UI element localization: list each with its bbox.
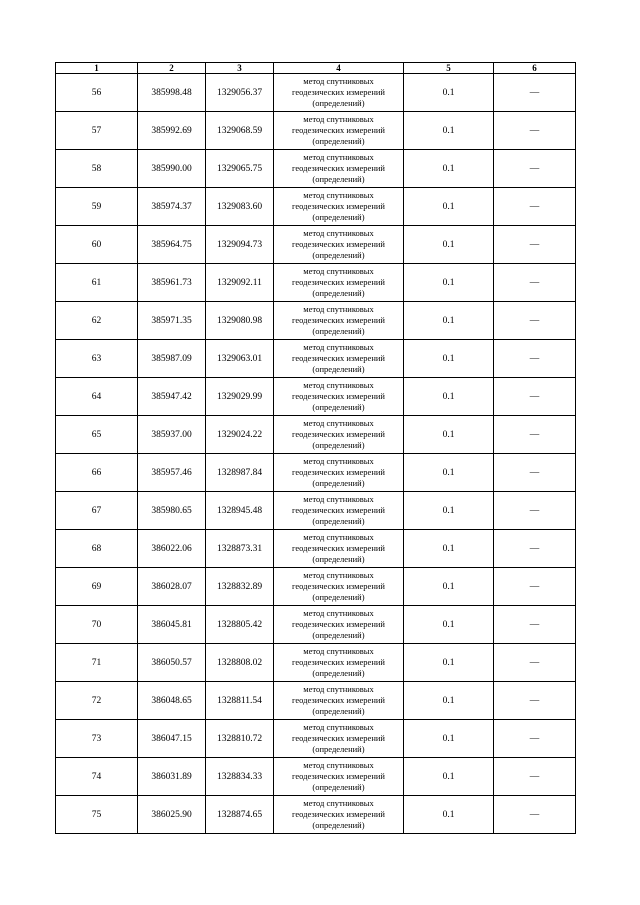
y-coordinate-cell: 1328874.65 (206, 796, 274, 834)
point-number-cell: 74 (56, 758, 138, 796)
dash-mark: — (529, 733, 540, 744)
method-line: метод спутниковых (303, 190, 374, 200)
method-line: (определений) (312, 364, 365, 374)
method-line: метод спутниковых (303, 152, 374, 162)
table-row (56, 492, 576, 530)
table-row (56, 606, 576, 644)
method-line: (определений) (312, 630, 365, 640)
y-coordinate-cell: 1328987.84 (206, 454, 274, 492)
method-line: метод спутниковых (303, 494, 374, 504)
method-line: метод спутниковых (303, 266, 374, 276)
y-coordinate-cell: 1329083.60 (206, 188, 274, 226)
method-line: метод спутниковых (303, 570, 374, 580)
coordinates-table (55, 62, 576, 834)
method-line: геодезических измерений (292, 733, 385, 743)
y-coordinate-cell: 1328873.31 (206, 530, 274, 568)
method-line: (определений) (312, 174, 365, 184)
method-line: геодезических измерений (292, 619, 385, 629)
x-coordinate-cell: 385961.73 (138, 264, 206, 302)
table-row (56, 416, 576, 454)
method-cell (274, 302, 404, 340)
x-coordinate-cell: 386050.57 (138, 644, 206, 682)
method-line: геодезических измерений (292, 201, 385, 211)
header-col-6: 6 (494, 63, 576, 74)
point-number-cell: 67 (56, 492, 138, 530)
note-cell (494, 302, 576, 340)
x-coordinate-cell: 386022.06 (138, 530, 206, 568)
method-line: (определений) (312, 516, 365, 526)
accuracy-cell: 0.1 (404, 530, 494, 568)
accuracy-cell: 0.1 (404, 758, 494, 796)
table-row (56, 188, 576, 226)
note-cell (494, 188, 576, 226)
method-line: геодезических измерений (292, 163, 385, 173)
point-number-cell: 64 (56, 378, 138, 416)
method-line: геодезических измерений (292, 771, 385, 781)
accuracy-cell: 0.1 (404, 74, 494, 112)
method-line: геодезических измерений (292, 657, 385, 667)
point-number-cell: 56 (56, 74, 138, 112)
accuracy-cell: 0.1 (404, 226, 494, 264)
method-line: метод спутниковых (303, 722, 374, 732)
accuracy-cell: 0.1 (404, 568, 494, 606)
accuracy-cell: 0.1 (404, 378, 494, 416)
table-row (56, 454, 576, 492)
y-coordinate-cell: 1329065.75 (206, 150, 274, 188)
method-cell (274, 226, 404, 264)
accuracy-cell: 0.1 (404, 112, 494, 150)
method-line: метод спутниковых (303, 114, 374, 124)
method-cell (274, 188, 404, 226)
dash-mark: — (529, 201, 540, 212)
dash-mark: — (529, 657, 540, 668)
method-line: геодезических измерений (292, 581, 385, 591)
method-line: геодезических измерений (292, 543, 385, 553)
note-cell (494, 264, 576, 302)
method-line: геодезических измерений (292, 695, 385, 705)
point-number-cell: 61 (56, 264, 138, 302)
note-cell (494, 74, 576, 112)
y-coordinate-cell: 1329029.99 (206, 378, 274, 416)
dash-mark: — (529, 505, 540, 516)
method-line: (определений) (312, 136, 365, 146)
point-number-cell: 65 (56, 416, 138, 454)
table-row (56, 682, 576, 720)
method-cell (274, 454, 404, 492)
method-line: геодезических измерений (292, 391, 385, 401)
method-cell (274, 74, 404, 112)
method-line: геодезических измерений (292, 505, 385, 515)
method-line: метод спутниковых (303, 684, 374, 694)
accuracy-cell: 0.1 (404, 682, 494, 720)
note-cell (494, 492, 576, 530)
method-cell (274, 492, 404, 530)
method-cell (274, 378, 404, 416)
table-body (56, 74, 576, 834)
method-cell (274, 644, 404, 682)
note-cell (494, 682, 576, 720)
x-coordinate-cell: 386028.07 (138, 568, 206, 606)
method-cell (274, 112, 404, 150)
x-coordinate-cell: 385957.46 (138, 454, 206, 492)
point-number-cell: 66 (56, 454, 138, 492)
method-line: геодезических измерений (292, 315, 385, 325)
accuracy-cell: 0.1 (404, 416, 494, 454)
note-cell (494, 112, 576, 150)
y-coordinate-cell: 1329092.11 (206, 264, 274, 302)
point-number-cell: 59 (56, 188, 138, 226)
method-line: (определений) (312, 478, 365, 488)
accuracy-cell: 0.1 (404, 340, 494, 378)
method-line: (определений) (312, 668, 365, 678)
x-coordinate-cell: 385998.48 (138, 74, 206, 112)
method-line: (определений) (312, 592, 365, 602)
x-coordinate-cell: 385992.69 (138, 112, 206, 150)
y-coordinate-cell: 1329080.98 (206, 302, 274, 340)
dash-mark: — (529, 239, 540, 250)
x-coordinate-cell: 385964.75 (138, 226, 206, 264)
method-line: метод спутниковых (303, 608, 374, 618)
note-cell (494, 568, 576, 606)
y-coordinate-cell: 1328832.89 (206, 568, 274, 606)
point-number-cell: 68 (56, 530, 138, 568)
point-number-cell: 62 (56, 302, 138, 340)
header-col-3: 3 (206, 63, 274, 74)
point-number-cell: 73 (56, 720, 138, 758)
y-coordinate-cell: 1328810.72 (206, 720, 274, 758)
method-cell (274, 796, 404, 834)
y-coordinate-cell: 1329063.01 (206, 340, 274, 378)
y-coordinate-cell: 1328808.02 (206, 644, 274, 682)
accuracy-cell: 0.1 (404, 264, 494, 302)
y-coordinate-cell: 1329056.37 (206, 74, 274, 112)
header-col-2: 2 (138, 63, 206, 74)
method-line: метод спутниковых (303, 532, 374, 542)
dash-mark: — (529, 809, 540, 820)
table-row (56, 530, 576, 568)
point-number-cell: 58 (56, 150, 138, 188)
method-line: метод спутниковых (303, 304, 374, 314)
method-line: (определений) (312, 326, 365, 336)
dash-mark: — (529, 619, 540, 630)
method-line: геодезических измерений (292, 353, 385, 363)
accuracy-cell: 0.1 (404, 492, 494, 530)
x-coordinate-cell: 386025.90 (138, 796, 206, 834)
x-coordinate-cell: 385947.42 (138, 378, 206, 416)
dash-mark: — (529, 315, 540, 326)
table-row (56, 302, 576, 340)
dash-mark: — (529, 429, 540, 440)
method-line: метод спутниковых (303, 76, 374, 86)
note-cell (494, 378, 576, 416)
x-coordinate-cell: 385980.65 (138, 492, 206, 530)
table-row (56, 112, 576, 150)
method-cell (274, 264, 404, 302)
method-cell (274, 720, 404, 758)
x-coordinate-cell: 385990.00 (138, 150, 206, 188)
header-col-1: 1 (56, 63, 138, 74)
dash-mark: — (529, 391, 540, 402)
table-row (56, 796, 576, 834)
note-cell (494, 720, 576, 758)
method-line: (определений) (312, 440, 365, 450)
table-row (56, 378, 576, 416)
y-coordinate-cell: 1328811.54 (206, 682, 274, 720)
dash-mark: — (529, 695, 540, 706)
y-coordinate-cell: 1329068.59 (206, 112, 274, 150)
x-coordinate-cell: 386031.89 (138, 758, 206, 796)
dash-mark: — (529, 353, 540, 364)
method-line: (определений) (312, 212, 365, 222)
method-line: геодезических измерений (292, 239, 385, 249)
method-line: метод спутниковых (303, 646, 374, 656)
y-coordinate-cell: 1328805.42 (206, 606, 274, 644)
x-coordinate-cell: 385937.00 (138, 416, 206, 454)
dash-mark: — (529, 87, 540, 98)
point-number-cell: 70 (56, 606, 138, 644)
dash-mark: — (529, 543, 540, 554)
note-cell (494, 226, 576, 264)
method-line: (определений) (312, 250, 365, 260)
header-col-5: 5 (404, 63, 494, 74)
dash-mark: — (529, 771, 540, 782)
point-number-cell: 63 (56, 340, 138, 378)
x-coordinate-cell: 385974.37 (138, 188, 206, 226)
method-line: метод спутниковых (303, 760, 374, 770)
table-row (56, 644, 576, 682)
method-cell (274, 758, 404, 796)
method-line: (определений) (312, 98, 365, 108)
y-coordinate-cell: 1329094.73 (206, 226, 274, 264)
accuracy-cell: 0.1 (404, 644, 494, 682)
dash-mark: — (529, 581, 540, 592)
dash-mark: — (529, 467, 540, 478)
note-cell (494, 416, 576, 454)
table-row (56, 758, 576, 796)
method-line: геодезических измерений (292, 125, 385, 135)
method-line: геодезических измерений (292, 429, 385, 439)
method-cell (274, 150, 404, 188)
method-line: (определений) (312, 554, 365, 564)
note-cell (494, 454, 576, 492)
note-cell (494, 758, 576, 796)
point-number-cell: 75 (56, 796, 138, 834)
accuracy-cell: 0.1 (404, 150, 494, 188)
note-cell (494, 340, 576, 378)
dash-mark: — (529, 163, 540, 174)
method-cell (274, 606, 404, 644)
table-row (56, 720, 576, 758)
accuracy-cell: 0.1 (404, 302, 494, 340)
method-line: (определений) (312, 820, 365, 830)
x-coordinate-cell: 385987.09 (138, 340, 206, 378)
method-line: метод спутниковых (303, 798, 374, 808)
method-line: метод спутниковых (303, 418, 374, 428)
table-row (56, 74, 576, 112)
method-cell (274, 568, 404, 606)
table-row (56, 568, 576, 606)
y-coordinate-cell: 1329024.22 (206, 416, 274, 454)
table-row (56, 226, 576, 264)
point-number-cell: 72 (56, 682, 138, 720)
note-cell (494, 530, 576, 568)
method-line: метод спутниковых (303, 228, 374, 238)
method-line: геодезических измерений (292, 809, 385, 819)
point-number-cell: 71 (56, 644, 138, 682)
method-line: (определений) (312, 744, 365, 754)
note-cell (494, 644, 576, 682)
accuracy-cell: 0.1 (404, 720, 494, 758)
dash-mark: — (529, 277, 540, 288)
x-coordinate-cell: 386047.15 (138, 720, 206, 758)
method-cell (274, 682, 404, 720)
point-number-cell: 60 (56, 226, 138, 264)
table-row (56, 340, 576, 378)
x-coordinate-cell: 386045.81 (138, 606, 206, 644)
method-cell (274, 340, 404, 378)
method-line: (определений) (312, 782, 365, 792)
x-coordinate-cell: 385971.35 (138, 302, 206, 340)
note-cell (494, 796, 576, 834)
x-coordinate-cell: 386048.65 (138, 682, 206, 720)
method-cell (274, 530, 404, 568)
method-line: геодезических измерений (292, 87, 385, 97)
note-cell (494, 150, 576, 188)
method-line: геодезических измерений (292, 467, 385, 477)
method-line: метод спутниковых (303, 456, 374, 466)
point-number-cell: 57 (56, 112, 138, 150)
method-cell (274, 416, 404, 454)
header-row (56, 63, 576, 74)
method-line: метод спутниковых (303, 342, 374, 352)
dash-mark: — (529, 125, 540, 136)
method-line: (определений) (312, 402, 365, 412)
accuracy-cell: 0.1 (404, 188, 494, 226)
point-number-cell: 69 (56, 568, 138, 606)
accuracy-cell: 0.1 (404, 796, 494, 834)
y-coordinate-cell: 1328945.48 (206, 492, 274, 530)
method-line: (определений) (312, 288, 365, 298)
method-line: (определений) (312, 706, 365, 716)
accuracy-cell: 0.1 (404, 606, 494, 644)
method-line: метод спутниковых (303, 380, 374, 390)
header-col-4: 4 (274, 63, 404, 74)
table-row (56, 264, 576, 302)
note-cell (494, 606, 576, 644)
method-line: геодезических измерений (292, 277, 385, 287)
table-row (56, 150, 576, 188)
accuracy-cell: 0.1 (404, 454, 494, 492)
y-coordinate-cell: 1328834.33 (206, 758, 274, 796)
